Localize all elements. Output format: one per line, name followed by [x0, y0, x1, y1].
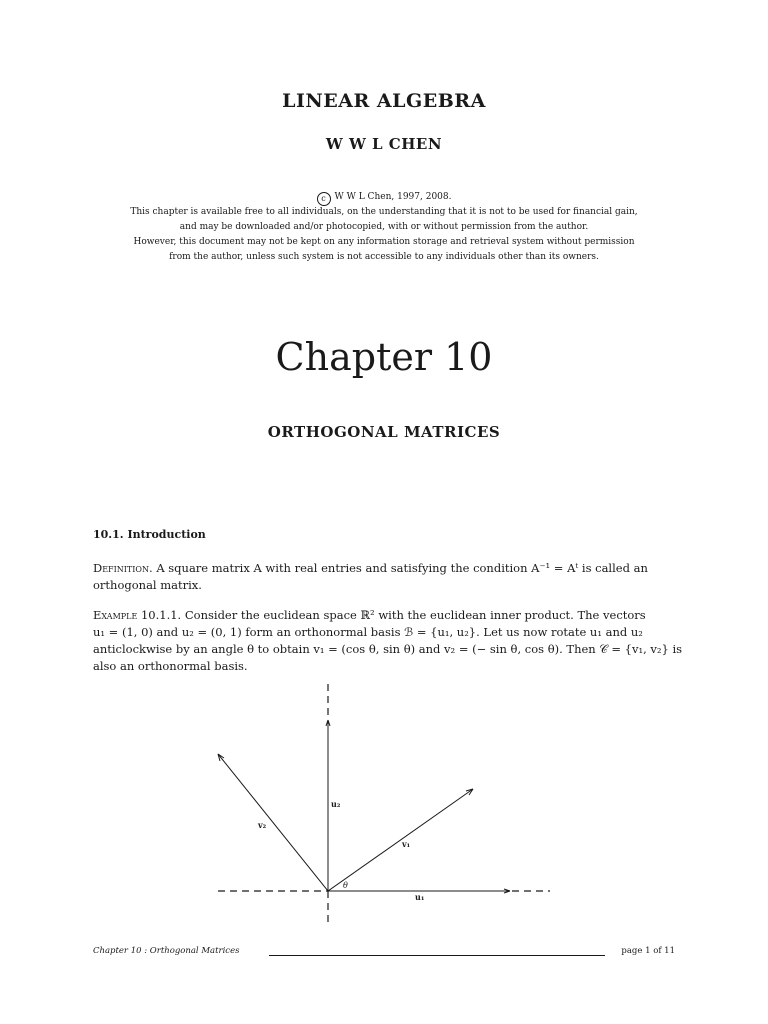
footer-page-number: page 1 of 11 [621, 946, 675, 956]
notice-line: and may be downloaded and/or photocopied, with or without permission from the author. [179, 222, 589, 232]
license-notice [0, 205, 768, 265]
footer-chapter-title: Chapter 10 : Orthogonal Matrices [93, 946, 240, 956]
u1-label: u₁ [415, 892, 425, 902]
u2-label: u₂ [331, 799, 341, 809]
v1-vector [328, 789, 473, 891]
example-line [93, 607, 675, 624]
example-line: anticlockwise by an angle θ to obtain v₁ = (cos θ, sin θ) and v₂ = (− sin θ, cos θ). Then 𝒞 = {v₁, v₂} is [93, 642, 683, 656]
notice-line: from the author, unless such system is not accessible to any individuals other than its owners. [169, 252, 599, 262]
notice-line: This chapter is available free to all individuals, on the understanding that it is not to be used for financial gain, [130, 207, 638, 217]
definition-paragraph [93, 560, 675, 594]
example-label: Example [93, 608, 138, 622]
example-paragraph [93, 607, 683, 675]
rotation-figure [210, 684, 555, 924]
definition-text: A square matrix A with real entries and satisfying the condition A⁻¹ = Aᵗ is called an [156, 561, 648, 575]
definition-line [93, 560, 675, 577]
footer-rule [269, 955, 605, 956]
v2-vector [218, 754, 328, 891]
copyright-text: W W L Chen, 1997, 2008. [334, 192, 452, 202]
section-heading: 10.1. Introduction [93, 528, 206, 541]
copyright-icon: c [317, 192, 331, 206]
v1-label: v₁ [402, 839, 411, 849]
example-line: u₁ = (1, 0) and u₂ = (0, 1) form an orthonormal basis ℬ = {u₁, u₂}. Let us now rotate u₁ and u₂ [93, 625, 643, 639]
chapter-name: ORTHOGONAL MATRICES [267, 423, 501, 441]
example-line: also an orthonormal basis. [93, 659, 248, 673]
definition-line: orthogonal matrix. [93, 578, 202, 592]
page-footer [93, 946, 675, 960]
example-text: 10.1.1. Consider the euclidean space ℝ² with the euclidean inner product. The vectors [140, 608, 646, 622]
copyright-line [0, 190, 768, 206]
definition-label: Definition. [93, 561, 153, 575]
notice-line: However, this document may not be kept on any information storage and retrieval system without permission [133, 237, 635, 247]
v2-label: v₂ [258, 820, 267, 830]
book-title: LINEAR ALGEBRA [282, 90, 486, 112]
author-name: W W L CHEN [325, 135, 443, 153]
theta-label: θ [343, 881, 348, 890]
chapter-heading: Chapter 10 [275, 335, 493, 379]
